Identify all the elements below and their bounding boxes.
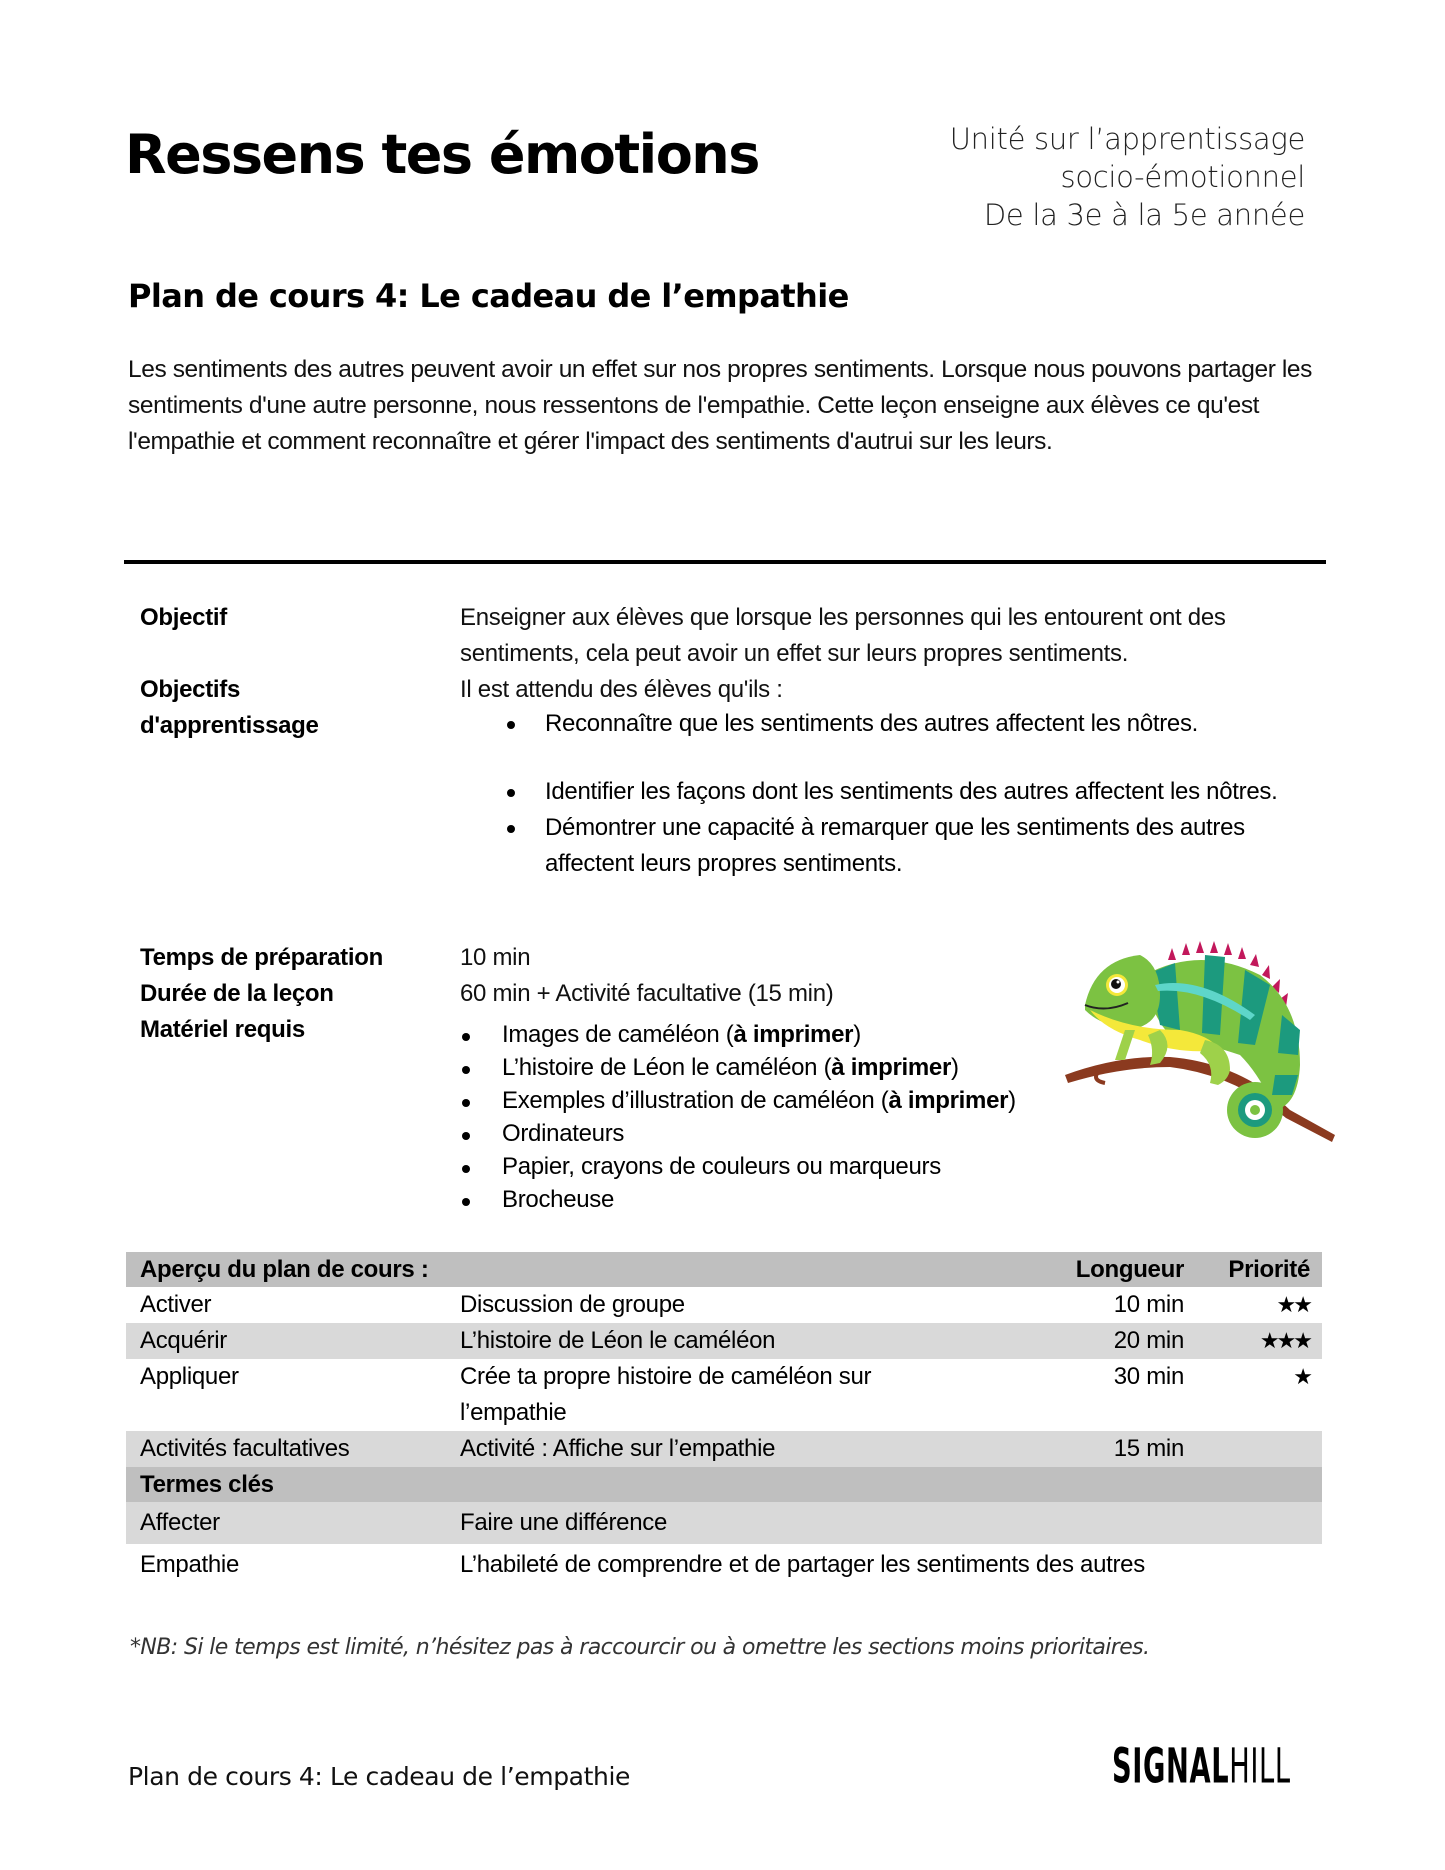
unit-line: Unité sur l’apprentissage [949, 122, 1305, 156]
phase-cell: Appliquer [140, 1363, 239, 1390]
table-row [126, 1359, 1322, 1431]
key-term-row [126, 1502, 1322, 1544]
bullet-icon [462, 1165, 470, 1173]
list-item: Papier, crayons de couleurs ou marqueurs [502, 1150, 1142, 1183]
length-cell: 20 min [1026, 1323, 1186, 1359]
table-row [126, 1323, 1322, 1359]
phase-cell: Acquérir [126, 1323, 446, 1359]
materials-label: Matériel requis [140, 1016, 305, 1043]
list-item: Reconnaître que les sentiments des autres affectent les nôtres. [545, 706, 1335, 742]
term-cell: Empathie [140, 1551, 239, 1578]
unit-info [785, 120, 1305, 234]
lesson-overview-table [126, 1252, 1322, 1586]
definition-cell: L’habileté de comprendre et de partager les sentiments des autres [460, 1551, 1145, 1578]
priority-stars-icon: ★ [1293, 1364, 1310, 1389]
length-cell: 15 min [1026, 1431, 1186, 1467]
learning-objectives-label [140, 672, 319, 744]
signalhill-logo: SIGNALHILL [1112, 1738, 1291, 1795]
bullet-icon [507, 825, 515, 833]
priority-note: *NB: Si le temps est limité, n’hésitez pas à raccourcir ou à omettre les sections moins prioritaires. [130, 1635, 1150, 1660]
learning-intro: Il est attendu des élèves qu'ils : [460, 676, 783, 703]
definition-cell: Faire une différence [446, 1502, 1322, 1544]
bullet-icon [462, 1132, 470, 1140]
activity-cell: Crée ta propre histoire de caméléon sur l’empathie [460, 1363, 872, 1426]
list-item: Ordinateurs [502, 1117, 1142, 1150]
objective-text: Enseigner aux élèves que lorsque les personnes qui les entourent ont des sentiments, cela peut avoir un effet sur leurs propres sentiments. [460, 604, 1226, 667]
list-item: Brocheuse [502, 1183, 1142, 1216]
duration-value: 60 min + Activité facultative (15 min) [460, 980, 834, 1007]
list-item: Exemples d’illustration de caméléon (à imprimer) [502, 1084, 1142, 1117]
list-item: L’histoire de Léon le caméléon (à imprimer) [502, 1051, 1142, 1084]
phase-cell: Activer [140, 1291, 212, 1318]
key-term-row [126, 1544, 1322, 1586]
prep-time-value: 10 min [460, 944, 531, 971]
document-title: Ressens tes émotions [125, 123, 759, 186]
chameleon-illustration [1060, 935, 1340, 1150]
learning-label-line: d'apprentissage [140, 712, 319, 739]
overview-header-label: Aperçu du plan de cours : [126, 1252, 1026, 1287]
length-header: Longueur [1026, 1252, 1186, 1287]
bullet-icon [462, 1198, 470, 1206]
length-cell: 10 min [1113, 1291, 1184, 1318]
term-cell: Affecter [126, 1502, 446, 1544]
activity-cell: Activité : Affiche sur l’empathie [446, 1431, 1026, 1467]
table-row [126, 1431, 1322, 1467]
list-item: Images de caméléon (à imprimer) [502, 1018, 1142, 1051]
list-item: Identifier les façons dont les sentiments des autres affectent les nôtres. [545, 774, 1335, 810]
priority-stars-icon: ★★★ [1259, 1328, 1310, 1353]
section-divider [124, 560, 1326, 564]
learning-label-line: Objectifs [140, 676, 240, 703]
bullet-icon [462, 1099, 470, 1107]
bullet-icon [462, 1033, 470, 1041]
priority-cell [1186, 1431, 1322, 1467]
footer-lesson-title: Plan de cours 4: Le cadeau de l’empathie [128, 1762, 630, 1791]
duration-label: Durée de la leçon [140, 980, 334, 1007]
activity-cell: Discussion de groupe [460, 1291, 685, 1318]
priority-stars-icon: ★★ [1276, 1292, 1310, 1317]
materials-list [502, 1018, 1142, 1216]
lesson-intro: Les sentiments des autres peuvent avoir un effet sur nos propres sentiments. Lorsque nous pouvons partager les sentiments d'une autre personne, nous ressentons de l'empathie. Cette leçon enseigne aux élèves ce qu'est l'empathie et comment reconnaître et gérer l'impact des sentiments d'autrui sur les leurs. [128, 356, 1312, 455]
grade-range: De la 3e à la 5e année [983, 198, 1305, 232]
length-cell: 30 min [1113, 1363, 1184, 1390]
unit-line: socio-émotionnel [1060, 160, 1305, 194]
bullet-icon [507, 789, 515, 797]
activity-cell: L’histoire de Léon le caméléon [446, 1323, 1026, 1359]
table-header-row [126, 1252, 1322, 1287]
prep-time-label: Temps de préparation [140, 944, 383, 971]
table-row [126, 1287, 1322, 1323]
key-terms-header-row [126, 1467, 1322, 1502]
list-item: Démontrer une capacité à remarquer que les sentiments des autres affectent leurs propres sentiments. [545, 810, 1285, 882]
priority-header: Priorité [1186, 1252, 1322, 1287]
bullet-icon [462, 1066, 470, 1074]
learning-objectives-list [545, 706, 1335, 882]
bullet-icon [507, 721, 515, 729]
objective-label: Objectif [140, 604, 227, 631]
phase-cell: Activités facultatives [126, 1431, 446, 1467]
lesson-title: Plan de cours 4: Le cadeau de l’empathie [128, 277, 849, 315]
key-terms-header: Termes clés [126, 1467, 1322, 1502]
